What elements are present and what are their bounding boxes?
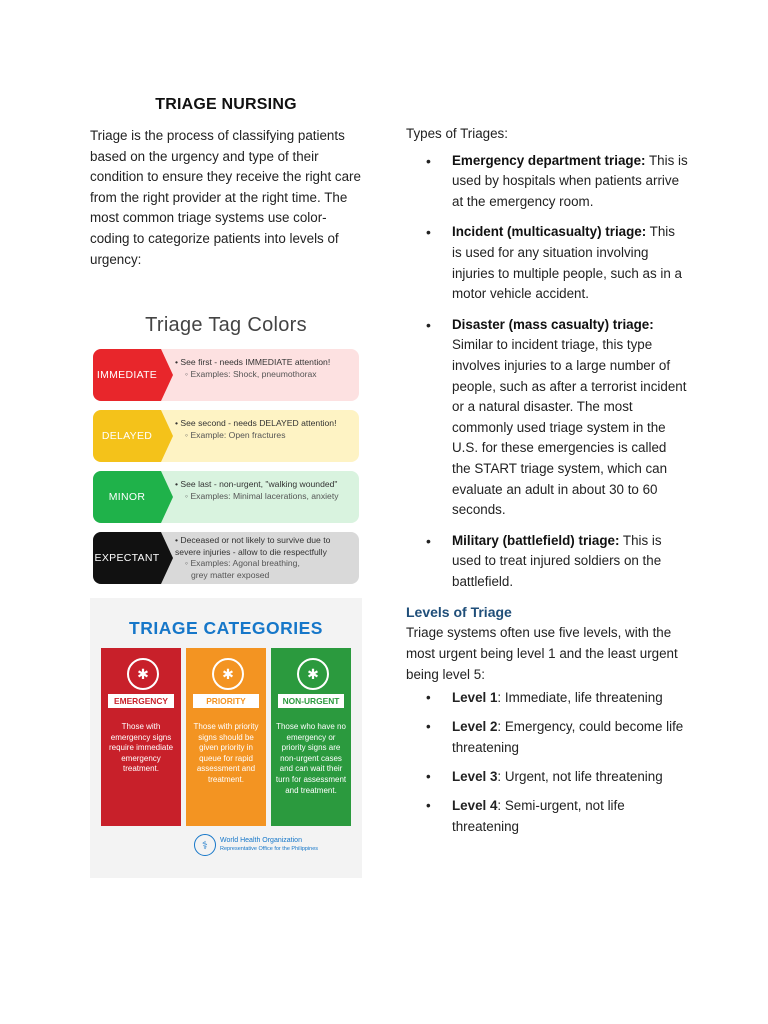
tag-example-text: Examples: Agonal breathing, — [190, 558, 300, 568]
tag-example: ◦ Example: Open fractures — [185, 429, 286, 440]
category-non-urgent — [271, 648, 351, 826]
who-logo — [194, 834, 318, 856]
categories-title: TRIAGE CATEGORIES — [129, 618, 323, 638]
tag-label: IMMEDIATE — [93, 349, 161, 401]
category-emergency — [101, 648, 181, 826]
category-label: EMERGENCY — [108, 694, 174, 708]
item-bold: Level 1 — [452, 690, 498, 706]
triage-tag-colors-graphic — [90, 308, 362, 590]
item-text: This is used by hospitals when patients arrive at the emergency room. — [452, 152, 688, 209]
tag-arrow-shape — [161, 410, 173, 462]
tag-description — [175, 418, 353, 441]
medical-star-icon: ✱ — [212, 658, 244, 690]
list-item — [406, 716, 688, 758]
intro-paragraph: Triage is the process of classifying patients based on the urgency and type of their condition to ensure they receive the right care from the right provider at the right time. The most common triage systems use color-coding to categorize patients into levels of urgency: — [90, 128, 361, 267]
tag-line: • Deceased or not likely to survive due to severe injuries - allow to die respectfully — [175, 535, 331, 557]
category-description: Those who have no emergency or priority signs are non-urgent cases and can wait their turn for assessment and treatment. — [275, 722, 347, 795]
tag-description — [175, 535, 353, 581]
tag-line: • See last - non-urgent, "walking wounded" — [175, 479, 338, 489]
page-title: TRIAGE NURSING — [155, 96, 297, 113]
list-item — [406, 687, 688, 708]
item-text: : Immediate, life threatening — [497, 690, 663, 706]
list-item — [406, 222, 688, 304]
tag-row-immediate — [93, 349, 359, 401]
tag-line: • See first - needs IMMEDIATE attention! — [175, 357, 331, 367]
right-column — [406, 124, 688, 845]
item-text: Similar to incident triage, this type involves injuries to a large number of people, such as after a terrorist incident or a natural disaster. The most commonly used triage system in the U.S. for these emergencies is called the START triage system, which can evaluate an adult in about 30 to 60 seconds. — [452, 337, 687, 518]
list-item — [406, 315, 688, 521]
item-bold: Disaster (mass casualty) triage: — [452, 316, 654, 332]
tag-example: ◦ Examples: Minimal lacerations, anxiety — [185, 490, 339, 501]
category-description: Those with emergency signs require immediate emergency treatment. — [108, 722, 174, 774]
item-bold: Level 4 — [452, 798, 498, 814]
tag-row-delayed — [93, 410, 359, 462]
triage-categories-graphic — [90, 598, 362, 878]
tag-label: DELAYED — [93, 410, 161, 462]
list-item — [406, 795, 688, 837]
who-org-sub: Representative Office for the Philippines — [220, 846, 319, 852]
item-bold: Level 2 — [452, 719, 498, 735]
tag-row-expectant — [93, 532, 359, 584]
category-priority — [186, 648, 266, 826]
who-text — [220, 837, 318, 853]
tag-arrow-shape — [161, 349, 173, 401]
item-text: : Semi-urgent, not life threatening — [452, 798, 625, 835]
who-org-name: World Health Organization — [220, 837, 302, 844]
tag-colors-title: Triage Tag Colors — [145, 314, 307, 336]
tag-description — [175, 357, 353, 380]
item-bold: Incident (multicasualty) triage: — [452, 224, 647, 240]
who-globe-icon: ⚕ — [194, 834, 216, 856]
item-bold: Emergency department triage: — [452, 152, 646, 168]
category-label: PRIORITY — [193, 694, 259, 708]
item-text: This is used for any situation involving injuries to multiple people, such as in a motor vehicle accident. — [452, 224, 683, 302]
levels-heading: Levels of Triage — [406, 604, 512, 621]
tag-line: • See second - needs DELAYED attention! — [175, 418, 337, 428]
left-column — [90, 96, 362, 270]
list-item — [406, 151, 688, 213]
list-item — [406, 766, 688, 787]
item-text: This is used to treat injured soldiers on the battlefield. — [452, 532, 662, 589]
item-bold: Military (battlefield) triage: — [452, 532, 620, 548]
tag-example-text: Examples: Minimal lacerations, anxiety — [190, 490, 339, 501]
item-text: : Urgent, not life threatening — [497, 769, 663, 785]
list-item — [406, 531, 688, 593]
item-bold: Level 3 — [452, 769, 498, 785]
tag-example: ◦ Examples: Agonal breathing, — [185, 558, 300, 568]
tag-example-text: Examples: Shock, pneumothorax — [190, 368, 317, 379]
levels-list — [406, 687, 688, 837]
tag-row-minor — [93, 471, 359, 523]
tag-example: ◦ Examples: Shock, pneumothorax — [185, 368, 317, 379]
tag-arrow-shape — [161, 471, 173, 523]
category-label: NON-URGENT — [278, 694, 344, 708]
types-list — [406, 151, 688, 593]
types-heading: Types of Triages: — [406, 126, 508, 141]
tag-arrow-shape — [161, 532, 173, 584]
category-description: Those with priority signs should be given priority in queue for rapid assessment and treatment. — [193, 722, 259, 784]
item-text: : Emergency, could become life threatening — [452, 719, 684, 756]
tag-label: EXPECTANT — [93, 532, 161, 584]
tag-label: MINOR — [93, 471, 161, 523]
tag-description — [175, 479, 353, 502]
medical-star-icon: ✱ — [297, 658, 329, 690]
tag-example-text-cont: grey matter exposed — [191, 569, 270, 580]
medical-star-icon: ✱ — [127, 658, 159, 690]
tag-example-text: Example: Open fractures — [190, 429, 286, 440]
levels-intro: Triage systems often use five levels, with the most urgent being level 1 and the least urgent being level 5: — [406, 625, 678, 682]
